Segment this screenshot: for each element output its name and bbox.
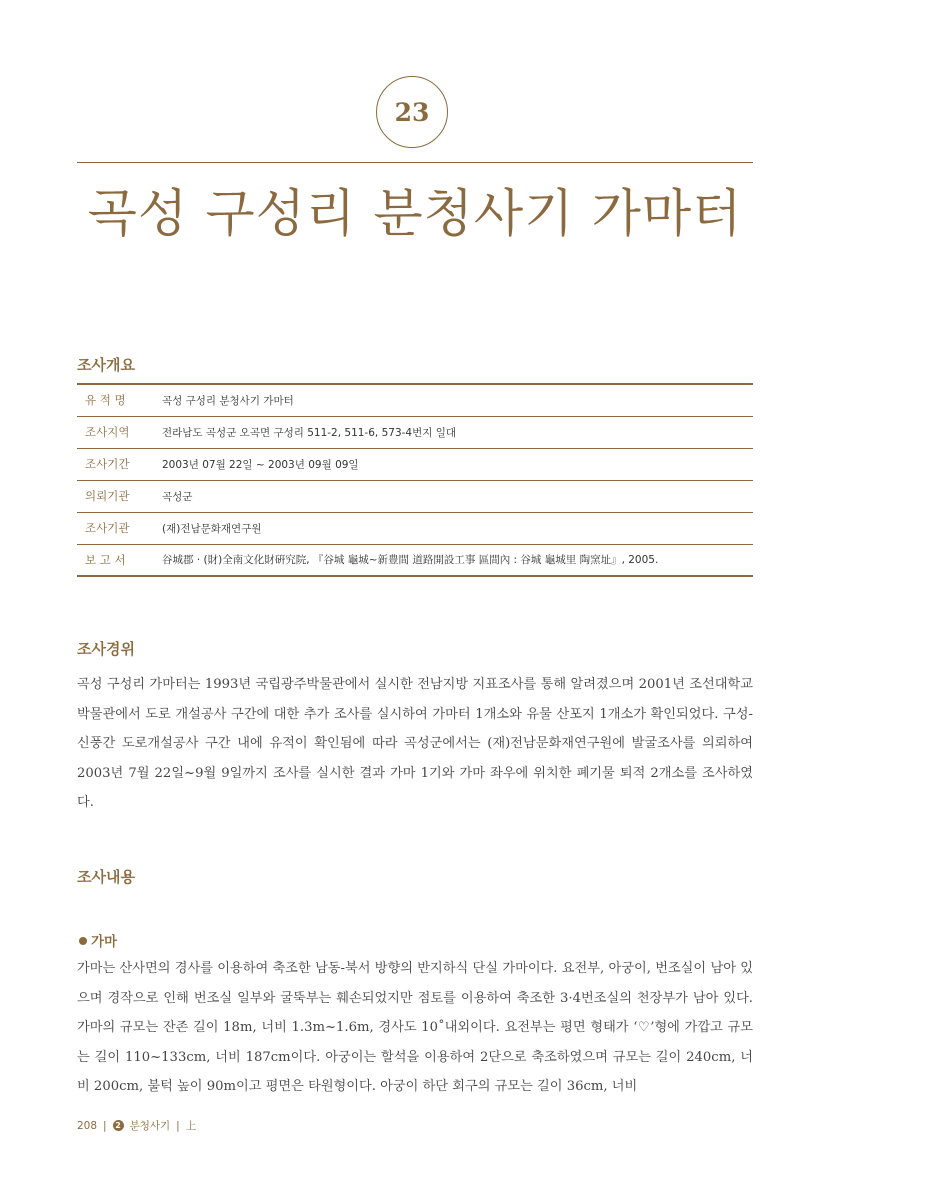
top-divider: [77, 162, 753, 163]
table-row: [77, 512, 753, 544]
book-number-badge: 2: [113, 1120, 124, 1131]
section-title-overview: 조사개요: [77, 356, 135, 374]
row-value-period: 2003년 07월 22일 ~ 2003년 09월 09일: [156, 448, 753, 480]
row-label-client: 의뢰기관: [77, 480, 156, 512]
kiln-paragraph: 가마는 산사면의 경사를 이용하여 축조한 남동-북서 방향의 반지하식 단실 가마이다. 요전부, 아궁이, 번조실이 남아 있으며 경작으로 인해 번조실 일부와 굴뚝부는 훼손되었지만 점토를 이용하여 축조한 3·4번조실의 천장부가 남아 있다. 가마의 규모는 잔존 길이 18m, 너비 1.3m~1.6m, 경사도 10˚내외이다. 요전부는 평면 형태가 ‘♡’형에 가깝고 규모는 길이 110~133cm, 너비 187cm이다. 아궁이는 할석을 이용하여 2단으로 축조하였으며 규모는 길이 240cm, 너비 200cm, 불턱 높이 90m이고 평면은 타원형이다. 아궁이 하단 회구의 규모는 길이 36cm, 너비: [77, 961, 754, 1095]
section-title-content: 조사내용: [77, 868, 135, 886]
book-volume: 上: [185, 1120, 197, 1132]
row-value-area: 전라남도 곡성군 오곡면 구성리 511-2, 511-6, 573-4번지 일대: [156, 416, 753, 448]
book-title: 분청사기: [129, 1120, 171, 1132]
background-paragraph: 곡성 구성리 가마터는 1993년 국립광주박물관에서 실시한 전남지방 지표조사를 통해 알려졌으며 2001년 조선대학교박물관에서 도로 개설공사 구간에 대한 추가 조사를 실시하여 가마터 1개소와 유물 산포지 1개소가 확인되었다. 구성-신풍간 도로개설공사 구간 내에 유적이 확인됨에 따라 곡성군에서는 (재)전남문화재연구원에 발굴조사를 의뢰하여 2003년 7월 22일~9월 9일까지 조사를 실시한 결과 가마 1기와 가마 좌우에 위치한 폐기물 퇴적 2개소를 조사하였다.: [77, 677, 753, 811]
kiln-heading-text: 가마: [91, 934, 118, 950]
table-row: [77, 544, 753, 576]
footer-separator: |: [176, 1119, 180, 1132]
label-text: 유 적 명: [85, 393, 126, 408]
row-label-area: 조사지역: [77, 416, 156, 448]
row-value-institution: (재)전남문화재연구원: [156, 512, 753, 544]
row-label-institution: 조사기관: [77, 512, 156, 544]
chapter-number-badge: [376, 76, 448, 148]
row-label-site-name: [85, 392, 139, 408]
row-value-client: 곡성군: [156, 480, 753, 512]
bullet-icon: [79, 937, 87, 945]
table-row: [77, 480, 753, 512]
table-row: [77, 384, 753, 416]
row-label-report: 보 고 서: [77, 544, 156, 576]
row-value-report: 谷城郡 · (財)全南文化財硏究院, 『谷城 龜城~新豊間 道路開設工事 區間內 : 谷城 龜城里 陶窯址』, 2005.: [156, 544, 753, 576]
footer-separator: |: [103, 1119, 107, 1132]
kiln-heading: [79, 930, 117, 950]
page-number: 208: [77, 1119, 98, 1132]
row-label-period: 조사기간: [77, 448, 156, 480]
table-row: [77, 416, 753, 448]
page-title: 곡성 구성리 분청사기 가마터: [87, 185, 743, 244]
table-row: [77, 448, 753, 480]
overview-table: [77, 383, 753, 577]
chapter-number: 23: [394, 97, 430, 127]
row-value-site-name: 곡성 구성리 분청사기 가마터: [162, 394, 294, 407]
page-footer: [77, 1118, 196, 1133]
section-title-background: 조사경위: [77, 640, 135, 658]
